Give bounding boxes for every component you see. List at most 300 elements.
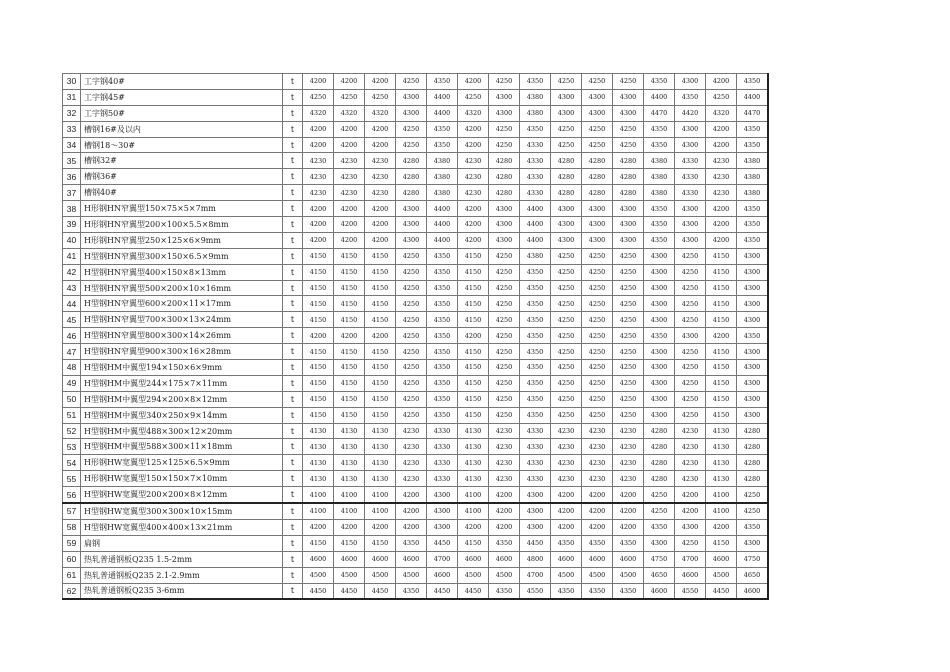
item-name: 槽钢36#: [81, 169, 283, 185]
price-cell: 4100: [706, 503, 737, 519]
price-cell: 4320: [458, 105, 489, 121]
unit: t: [283, 296, 303, 312]
price-cell: 4350: [520, 360, 551, 376]
price-cell: 4350: [427, 360, 458, 376]
price-cell: 4380: [520, 105, 551, 121]
price-cell: 4250: [551, 280, 582, 296]
price-cell: 4200: [334, 328, 365, 344]
price-cell: 4150: [458, 391, 489, 407]
price-cell: 4380: [520, 248, 551, 264]
price-cell: 4400: [520, 217, 551, 233]
price-cell: 4250: [582, 74, 613, 90]
row-number: 43: [63, 280, 81, 296]
price-cell: 4350: [520, 296, 551, 312]
price-cell: 4600: [675, 567, 706, 583]
price-cell: 4200: [365, 137, 396, 153]
price-cell: 4150: [303, 375, 334, 391]
price-cell: 4320: [334, 105, 365, 121]
price-cell: 4280: [737, 423, 769, 439]
price-cell: 4300: [582, 217, 613, 233]
price-cell: 4330: [520, 185, 551, 201]
table-row: [63, 455, 769, 471]
price-cell: 4300: [396, 105, 427, 121]
price-cell: 4230: [613, 455, 644, 471]
price-cell: 4280: [551, 169, 582, 185]
unit: t: [283, 232, 303, 248]
price-cell: 4150: [334, 391, 365, 407]
price-cell: 4130: [458, 423, 489, 439]
price-cell: 4300: [675, 519, 706, 535]
price-cell: 4330: [427, 439, 458, 455]
price-cell: 4150: [365, 360, 396, 376]
item-name: 槽钢40#: [81, 185, 283, 201]
price-cell: 4200: [458, 232, 489, 248]
price-cell: 4200: [489, 519, 520, 535]
table-row: [63, 344, 769, 360]
price-cell: 4230: [582, 455, 613, 471]
row-number: 36: [63, 169, 81, 185]
price-cell: 4350: [520, 391, 551, 407]
price-cell: 4450: [365, 583, 396, 599]
price-cell: 4200: [396, 487, 427, 503]
price-cell: 4230: [396, 471, 427, 487]
price-cell: 4250: [551, 121, 582, 137]
price-cell: 4280: [644, 471, 675, 487]
price-cell: 4250: [582, 344, 613, 360]
price-cell: 4330: [675, 153, 706, 169]
price-cell: 4470: [644, 105, 675, 121]
price-cell: 4600: [489, 551, 520, 567]
price-cell: 4150: [334, 312, 365, 328]
price-cell: 4350: [427, 296, 458, 312]
price-cell: 4250: [489, 264, 520, 280]
price-cell: 4350: [737, 201, 769, 217]
row-number: 62: [63, 583, 81, 599]
price-cell: 4380: [737, 153, 769, 169]
price-cell: 4230: [551, 423, 582, 439]
price-cell: 4230: [334, 185, 365, 201]
price-cell: 4250: [551, 391, 582, 407]
price-cell: 4450: [303, 583, 334, 599]
row-number: 32: [63, 105, 81, 121]
price-cell: 4230: [551, 455, 582, 471]
price-cell: 4150: [458, 248, 489, 264]
unit: t: [283, 535, 303, 551]
price-cell: 4500: [303, 567, 334, 583]
item-name: 槽钢18～30#: [81, 137, 283, 153]
price-cell: 4250: [396, 121, 427, 137]
price-cell: 4200: [303, 519, 334, 535]
price-cell: 4250: [365, 89, 396, 105]
table-row: [63, 328, 769, 344]
price-cell: 4200: [613, 519, 644, 535]
row-number: 37: [63, 185, 81, 201]
price-cell: 4320: [706, 105, 737, 121]
price-cell: 4250: [613, 264, 644, 280]
price-cell: 4250: [675, 375, 706, 391]
price-cell: 4600: [613, 551, 644, 567]
price-cell: 4250: [675, 535, 706, 551]
price-cell: 4330: [675, 169, 706, 185]
unit: t: [283, 74, 303, 90]
row-number: 56: [63, 487, 81, 503]
price-cell: 4300: [675, 232, 706, 248]
price-cell: 4300: [644, 312, 675, 328]
unit: t: [283, 471, 303, 487]
price-cell: 4150: [303, 248, 334, 264]
price-cell: 4350: [396, 535, 427, 551]
price-cell: 4230: [396, 423, 427, 439]
price-cell: 4150: [706, 375, 737, 391]
price-cell: 4130: [303, 423, 334, 439]
price-cell: 4100: [334, 487, 365, 503]
price-cell: 4200: [303, 232, 334, 248]
price-cell: 4350: [427, 328, 458, 344]
unit: t: [283, 89, 303, 105]
price-cell: 4250: [644, 487, 675, 503]
price-cell: 4250: [551, 407, 582, 423]
item-name: 槽钢32#: [81, 153, 283, 169]
price-cell: 4200: [303, 201, 334, 217]
price-cell: 4150: [706, 360, 737, 376]
price-cell: 4150: [334, 344, 365, 360]
price-cell: 4750: [737, 551, 769, 567]
price-cell: 4350: [427, 391, 458, 407]
price-cell: 4400: [427, 201, 458, 217]
price-cell: 4600: [582, 551, 613, 567]
item-name: H形钢HN窄翼型200×100×5.5×8mm: [81, 217, 283, 233]
price-cell: 4250: [613, 344, 644, 360]
price-cell: 4230: [489, 439, 520, 455]
price-cell: 4300: [644, 296, 675, 312]
price-cell: 4300: [427, 503, 458, 519]
price-cell: 4300: [644, 248, 675, 264]
price-cell: 4250: [489, 328, 520, 344]
price-cell: 4150: [458, 360, 489, 376]
price-cell: 4250: [551, 360, 582, 376]
unit: t: [283, 391, 303, 407]
item-name: H形钢HW宽翼型150×150×7×10mm: [81, 471, 283, 487]
price-cell: 4250: [489, 375, 520, 391]
price-cell: 4350: [737, 74, 769, 90]
price-cell: 4200: [706, 121, 737, 137]
table-row: [63, 105, 769, 121]
price-cell: 4150: [303, 360, 334, 376]
table-row: [63, 471, 769, 487]
table-row: [63, 217, 769, 233]
table-row: [63, 248, 769, 264]
price-cell: 4250: [675, 248, 706, 264]
price-cell: 4450: [427, 583, 458, 599]
price-cell: 4230: [458, 153, 489, 169]
price-cell: 4130: [334, 455, 365, 471]
price-cell: 4600: [365, 551, 396, 567]
price-cell: 4250: [582, 121, 613, 137]
price-cell: 4380: [644, 169, 675, 185]
price-cell: 4800: [520, 551, 551, 567]
price-cell: 4350: [427, 344, 458, 360]
price-cell: 4200: [458, 217, 489, 233]
unit: t: [283, 519, 303, 535]
price-cell: 4300: [644, 280, 675, 296]
price-cell: 4380: [737, 169, 769, 185]
price-cell: 4600: [706, 551, 737, 567]
row-number: 54: [63, 455, 81, 471]
price-cell: 4130: [706, 423, 737, 439]
price-cell: 4300: [551, 217, 582, 233]
item-name: 工字钢40#: [81, 74, 283, 90]
price-cell: 4150: [706, 296, 737, 312]
price-cell: 4250: [396, 280, 427, 296]
item-name: H型钢HM中翼型340×250×9×14mm: [81, 407, 283, 423]
price-cell: 4380: [427, 169, 458, 185]
price-cell: 4150: [365, 344, 396, 360]
price-cell: 4300: [489, 201, 520, 217]
price-cell: 4130: [365, 455, 396, 471]
price-cell: 4200: [365, 232, 396, 248]
price-cell: 4300: [675, 137, 706, 153]
item-name: H型钢HN窄翼型300×150×6.5×9mm: [81, 248, 283, 264]
price-cell: 4300: [489, 217, 520, 233]
item-name: H型钢HW宽翼型400×400×13×21mm: [81, 519, 283, 535]
price-cell: 4200: [551, 487, 582, 503]
price-cell: 4100: [334, 503, 365, 519]
price-cell: 4350: [644, 74, 675, 90]
price-cell: 4150: [365, 312, 396, 328]
price-cell: 4350: [489, 535, 520, 551]
row-number: 42: [63, 264, 81, 280]
row-number: 57: [63, 503, 81, 519]
price-cell: 4320: [303, 105, 334, 121]
price-cell: 4150: [365, 535, 396, 551]
price-cell: 4600: [427, 567, 458, 583]
price-cell: 4350: [551, 535, 582, 551]
row-number: 59: [63, 535, 81, 551]
price-cell: 4230: [365, 185, 396, 201]
unit: t: [283, 153, 303, 169]
price-cell: 4250: [582, 248, 613, 264]
price-cell: 4700: [675, 551, 706, 567]
table-row: [63, 264, 769, 280]
price-cell: 4150: [303, 391, 334, 407]
table-row: [63, 185, 769, 201]
price-cell: 4200: [303, 328, 334, 344]
price-cell: 4200: [675, 487, 706, 503]
row-number: 38: [63, 201, 81, 217]
price-cell: 4150: [706, 535, 737, 551]
price-cell: 4330: [520, 153, 551, 169]
price-cell: 4300: [737, 248, 769, 264]
price-cell: 4250: [644, 503, 675, 519]
table-row: [63, 169, 769, 185]
price-cell: 4300: [396, 89, 427, 105]
price-cell: 4150: [458, 375, 489, 391]
price-cell: 4250: [551, 137, 582, 153]
row-number: 45: [63, 312, 81, 328]
price-cell: 4250: [489, 121, 520, 137]
price-cell: 4200: [365, 74, 396, 90]
price-cell: 4200: [334, 121, 365, 137]
price-cell: 4700: [520, 567, 551, 583]
price-cell: 4350: [520, 328, 551, 344]
price-cell: 4130: [334, 439, 365, 455]
row-number: 47: [63, 344, 81, 360]
price-cell: 4350: [427, 137, 458, 153]
table-row: [63, 551, 769, 567]
price-cell: 4350: [520, 344, 551, 360]
price-cell: 4400: [737, 89, 769, 105]
price-cell: 4300: [675, 121, 706, 137]
item-name: H型钢HM中翼型488×300×12×20mm: [81, 423, 283, 439]
price-cell: 4300: [737, 264, 769, 280]
price-cell: 4250: [396, 391, 427, 407]
price-cell: 4500: [334, 567, 365, 583]
table-row: [63, 487, 769, 503]
item-name: H型钢HN窄翼型500×200×10×16mm: [81, 280, 283, 296]
price-cell: 4250: [613, 248, 644, 264]
price-cell: 4150: [303, 535, 334, 551]
price-cell: 4300: [675, 217, 706, 233]
price-cell: 4200: [396, 519, 427, 535]
row-number: 55: [63, 471, 81, 487]
table-row: [63, 137, 769, 153]
table-row: [63, 74, 769, 90]
unit: t: [283, 423, 303, 439]
price-cell: 4350: [644, 121, 675, 137]
price-cell: 4300: [551, 89, 582, 105]
price-cell: 4250: [613, 137, 644, 153]
price-cell: 4250: [582, 360, 613, 376]
price-cell: 4300: [520, 487, 551, 503]
price-cell: 4150: [706, 280, 737, 296]
table-row: [63, 439, 769, 455]
price-cell: 4230: [613, 423, 644, 439]
price-cell: 4330: [427, 455, 458, 471]
price-cell: 4300: [551, 232, 582, 248]
price-cell: 4280: [613, 185, 644, 201]
price-cell: 4330: [520, 471, 551, 487]
price-cell: 4350: [644, 519, 675, 535]
price-cell: 4280: [489, 185, 520, 201]
price-cell: 4150: [334, 360, 365, 376]
row-number: 52: [63, 423, 81, 439]
price-cell: 4130: [706, 471, 737, 487]
price-cell: 4330: [520, 169, 551, 185]
unit: t: [283, 455, 303, 471]
item-name: H型钢HW宽翼型300×300×10×15mm: [81, 503, 283, 519]
item-name: H形钢HW宽翼型125×125×6.5×9mm: [81, 455, 283, 471]
unit: t: [283, 407, 303, 423]
price-cell: 4300: [644, 375, 675, 391]
row-number: 40: [63, 232, 81, 248]
price-cell: 4250: [675, 296, 706, 312]
item-name: H型钢HM中翼型244×175×7×11mm: [81, 375, 283, 391]
price-cell: 4300: [489, 89, 520, 105]
price-cell: 4100: [458, 487, 489, 503]
row-number: 33: [63, 121, 81, 137]
price-cell: 4300: [644, 360, 675, 376]
price-cell: 4350: [644, 217, 675, 233]
price-cell: 4300: [737, 280, 769, 296]
price-cell: 4100: [365, 487, 396, 503]
price-cell: 4230: [303, 185, 334, 201]
price-cell: 4200: [365, 519, 396, 535]
price-cell: 4150: [458, 312, 489, 328]
price-cell: 4550: [675, 583, 706, 599]
price-cell: 4300: [675, 328, 706, 344]
price-cell: 4250: [551, 264, 582, 280]
price-cell: 4380: [427, 185, 458, 201]
table-body: [63, 74, 769, 600]
price-cell: 4250: [396, 264, 427, 280]
price-cell: 4150: [365, 248, 396, 264]
price-cell: 4200: [458, 328, 489, 344]
price-cell: 4100: [458, 503, 489, 519]
unit: t: [283, 503, 303, 519]
price-cell: 4650: [644, 567, 675, 583]
price-cell: 4500: [582, 567, 613, 583]
price-cell: 4250: [489, 248, 520, 264]
price-cell: 4300: [613, 89, 644, 105]
price-cell: 4230: [489, 471, 520, 487]
price-cell: 4300: [396, 232, 427, 248]
unit: t: [283, 567, 303, 583]
price-cell: 4280: [737, 439, 769, 455]
price-cell: 4280: [613, 169, 644, 185]
price-cell: 4130: [458, 471, 489, 487]
price-cell: 4200: [489, 503, 520, 519]
price-cell: 4300: [396, 201, 427, 217]
price-cell: 4250: [737, 487, 769, 503]
price-cell: 4150: [303, 344, 334, 360]
price-cell: 4200: [303, 137, 334, 153]
unit: t: [283, 439, 303, 455]
price-cell: 4300: [582, 89, 613, 105]
price-cell: 4150: [706, 264, 737, 280]
price-cell: 4250: [582, 328, 613, 344]
price-cell: 4100: [303, 503, 334, 519]
price-cell: 4250: [489, 312, 520, 328]
price-cell: 4250: [489, 137, 520, 153]
price-cell: 4200: [334, 519, 365, 535]
price-cell: 4350: [520, 407, 551, 423]
price-cell: 4200: [365, 328, 396, 344]
unit: t: [283, 248, 303, 264]
price-cell: 4350: [737, 232, 769, 248]
price-cell: 4250: [613, 74, 644, 90]
price-cell: 4150: [365, 296, 396, 312]
price-cell: 4150: [303, 407, 334, 423]
row-number: 41: [63, 248, 81, 264]
price-cell: 4200: [675, 503, 706, 519]
price-cell: 4330: [520, 455, 551, 471]
price-cell: 4330: [520, 137, 551, 153]
unit: t: [283, 328, 303, 344]
table-row: [63, 121, 769, 137]
price-cell: 4350: [582, 535, 613, 551]
price-cell: 4200: [458, 519, 489, 535]
price-cell: 4300: [644, 407, 675, 423]
table-row: [63, 423, 769, 439]
price-cell: 4280: [644, 439, 675, 455]
price-cell: 4200: [706, 74, 737, 90]
price-cell: 4200: [706, 519, 737, 535]
price-cell: 4130: [365, 423, 396, 439]
price-cell: 4300: [737, 296, 769, 312]
price-cell: 4250: [675, 280, 706, 296]
price-cell: 4250: [489, 344, 520, 360]
price-cell: 4230: [489, 455, 520, 471]
